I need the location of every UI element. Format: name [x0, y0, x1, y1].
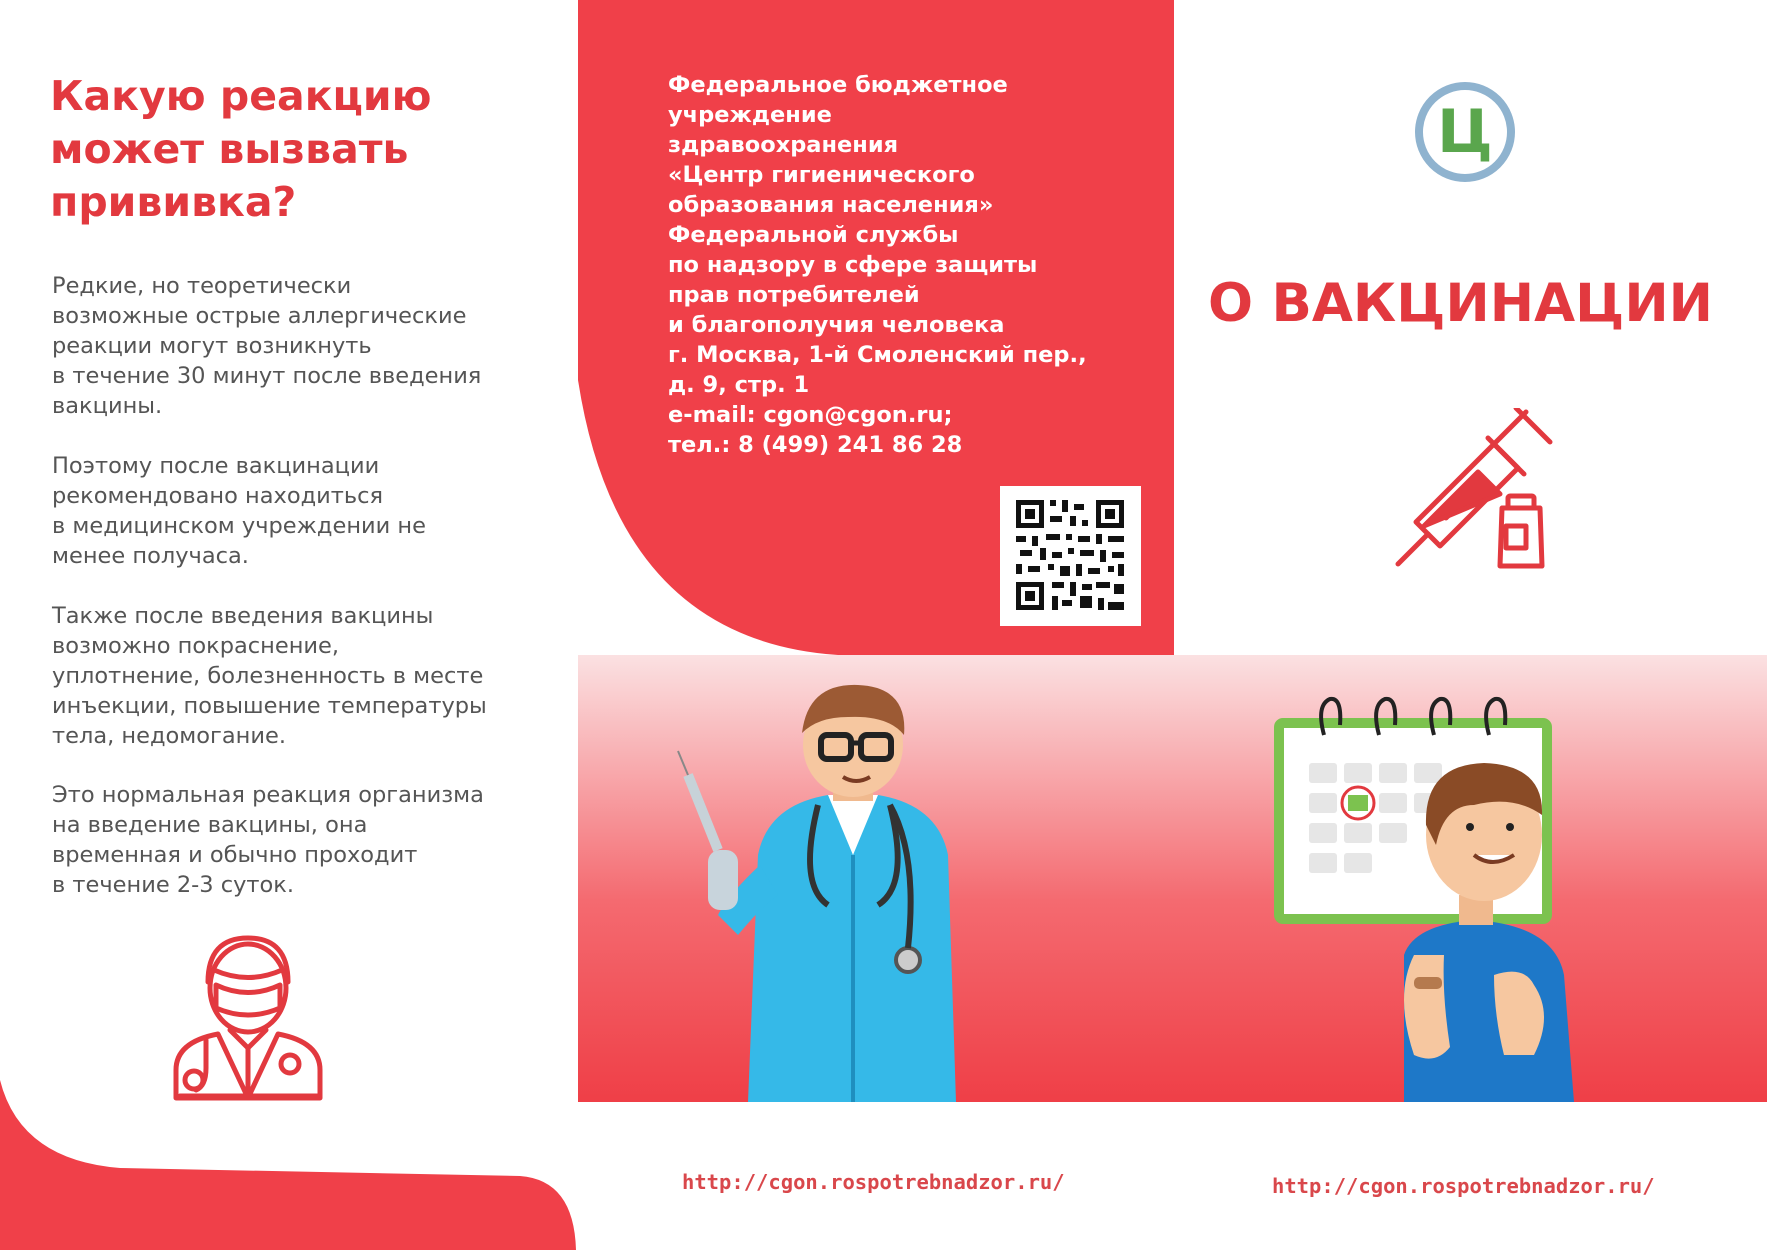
brochure-title: О ВАКЦИНАЦИИ [1208, 273, 1714, 334]
phone-line: тел.: 8 (499) 241 86 28 [668, 432, 963, 458]
text-line: рекомендовано находиться [52, 483, 384, 509]
email-line: e-mail: cgon@cgon.ru; [668, 402, 953, 428]
left-panel-title [50, 70, 570, 229]
org-line: г. Москва, 1-й Смоленский пер., [668, 342, 1087, 368]
title-line: может вызвать [50, 125, 409, 173]
org-line: по надзору в сфере защиты [668, 252, 1038, 278]
text-line: уплотнение, болезненность в месте [52, 663, 484, 689]
org-line: здравоохранения [668, 132, 899, 158]
text-line: на введение вакцины, она [52, 812, 368, 838]
syringe-and-vial-icon [1388, 408, 1558, 574]
website-link[interactable]: http://cgon.rospotrebnadzor.ru/ [682, 1170, 1065, 1194]
vaccinated-boy-with-calendar-illustration [1174, 655, 1767, 1102]
text-line: в течение 2-3 суток. [52, 872, 295, 898]
text-line: возможно покраснение, [52, 633, 340, 659]
decorative-red-wave [0, 1080, 580, 1250]
website-link[interactable]: http://cgon.rospotrebnadzor.ru/ [1272, 1174, 1655, 1198]
org-line: прав потребителей [668, 282, 920, 308]
org-line: и благополучия человека [668, 312, 1005, 338]
title-line: прививка? [50, 178, 297, 226]
text-line: в медицинском учреждении не [52, 513, 426, 539]
text-line: реакции могут возникнуть [52, 333, 372, 359]
paragraph-stay [52, 451, 552, 571]
text-line: менее получаса. [52, 543, 249, 569]
org-line: Федеральное бюджетное [668, 72, 1008, 98]
text-line: тела, недомогание. [52, 723, 286, 749]
paragraph-allergy [52, 271, 552, 421]
cgon-logo-icon [1413, 80, 1517, 184]
text-line: инъекции, повышение температуры [52, 693, 487, 719]
text-line: в течение 30 минут после введения [52, 363, 482, 389]
text-line: Это нормальная реакция организма [52, 782, 484, 808]
title-line: Какую реакцию [50, 72, 432, 120]
paragraph-normal [52, 780, 552, 900]
org-line: учреждение [668, 102, 832, 128]
org-line: Федеральной службы [668, 222, 959, 248]
svg-text:Ц: Ц [1437, 97, 1493, 167]
doctor-outline-icon [168, 930, 330, 1102]
org-line: «Центр гигиенического [668, 162, 975, 188]
text-line: Поэтому после вакцинации [52, 453, 380, 479]
organization-contacts [668, 70, 1138, 460]
text-line: временная и обычно проходит [52, 842, 418, 868]
org-line: д. 9, стр. 1 [668, 372, 810, 398]
doctor-with-syringe-illustration [578, 655, 1174, 1102]
org-line: образования населения» [668, 192, 994, 218]
text-line: возможные острые аллергические [52, 303, 467, 329]
text-line: Также после введения вакцины [52, 603, 434, 629]
paragraph-symptoms [52, 601, 552, 751]
text-line: Редкие, но теоретически [52, 273, 352, 299]
text-line: вакцины. [52, 393, 163, 419]
qr-code-icon [1000, 486, 1141, 626]
